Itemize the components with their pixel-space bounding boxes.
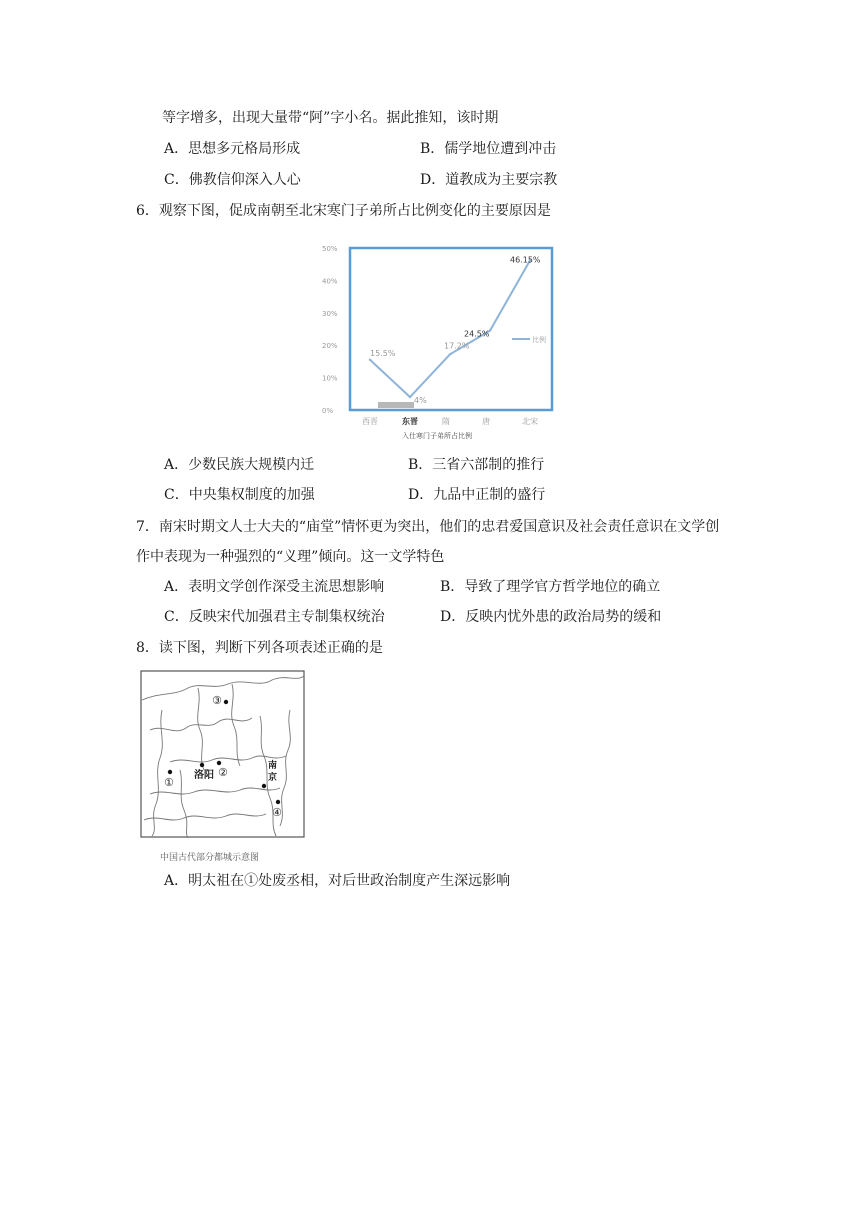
y-tick-label: 0% [322,407,334,415]
map-marker-3: ③ [212,694,222,707]
map-point-luoyang [200,763,204,767]
map-label-nanjing-2: 京 [268,773,278,783]
y-tick-label: 50% [322,245,338,253]
q6-option-b[interactable]: B．三省六部制的推行 [408,457,545,473]
q8-map [140,670,306,840]
map-label-nanjing-1: 南 [268,761,278,771]
data-label: 17.2% [444,341,470,351]
q6-option-c[interactable]: C．中央集权制度的加强 [164,487,315,503]
map-point-3 [224,700,228,704]
map-point-4 [276,800,280,804]
data-point [409,396,411,398]
x-tick-label: 隋 [442,417,450,426]
x-tick-label: 西晋 [362,417,378,426]
q7-stem-line2: 作中表现为一种强烈的“义理”倾向。这一文学特色 [136,549,445,565]
q6-option-d[interactable]: D．九品中正制的盛行 [408,487,546,503]
q7-option-d[interactable]: D．反映内忧外患的政治局势的缓和 [440,609,662,625]
q8-option-a[interactable]: A．明太祖在①处废丞相，对后世政治制度产生深远影响 [164,873,511,889]
map-point-1 [168,770,172,774]
map-marker-1: ① [164,776,174,789]
q5-stem-tail: 等字增多，出现大量带“阿”字小名。据此推知，该时期 [162,110,499,126]
x-axis-label: 入仕寒门子弟所占比例 [402,432,472,440]
x-tick-label: 唐 [482,417,490,426]
y-tick-label: 10% [322,374,338,383]
data-label: 46.15% [510,255,541,265]
chart-artifact [378,402,414,408]
data-label: 4% [414,396,427,406]
map-point-2 [217,761,221,765]
q7-option-c[interactable]: C．反映宋代加强君主专制集权统治 [164,609,385,625]
legend-label: 比例 [532,336,546,344]
y-tick-label: 40% [322,277,338,286]
q5-option-d[interactable]: D．道教成为主要宗教 [420,172,558,188]
q7-option-a[interactable]: A．表明文学创作深受主流思想影响 [164,579,385,595]
map-point-nanjing [262,784,266,788]
q5-option-a[interactable]: A．思想多元格局形成 [164,141,301,157]
y-tick-label: 20% [322,342,338,351]
data-point [449,353,451,355]
data-point [369,359,371,361]
q8-stem: 8．读下图，判断下列各项表述正确的是 [136,640,383,656]
data-label: 15.5% [370,348,396,358]
q7-stem-line1: 7．南宋时期文人士大夫的“庙堂”情怀更为突出，他们的忠君爱国意识及社会责任意识在文学创 [136,519,720,535]
q6-stem: 6．观察下图，促成南朝至北宋寒门子弟所占比例变化的主要原因是 [136,203,551,219]
q5-option-b[interactable]: B．儒学地位遭到冲击 [420,141,557,157]
series-line-比例 [370,260,530,397]
q7-option-b[interactable]: B．导致了理学官方哲学地位的确立 [440,579,661,595]
q6-option-a[interactable]: A．少数民族大规模内迁 [164,457,315,473]
q6-line-chart [318,236,558,442]
map-label-luoyang: 洛阳 [194,770,214,781]
map-marker-2: ② [218,766,228,779]
x-tick-label: 东晋 [402,417,418,426]
y-tick-label: 30% [322,309,338,318]
data-label: 24.5% [464,329,490,339]
x-tick-label: 北宋 [522,417,538,426]
q8-map-caption: 中国古代部分都城示意图 [160,853,260,863]
q5-option-c[interactable]: C．佛教信仰深入人心 [164,172,301,188]
map-marker-4: ④ [272,806,282,819]
chart-frame [350,248,552,410]
